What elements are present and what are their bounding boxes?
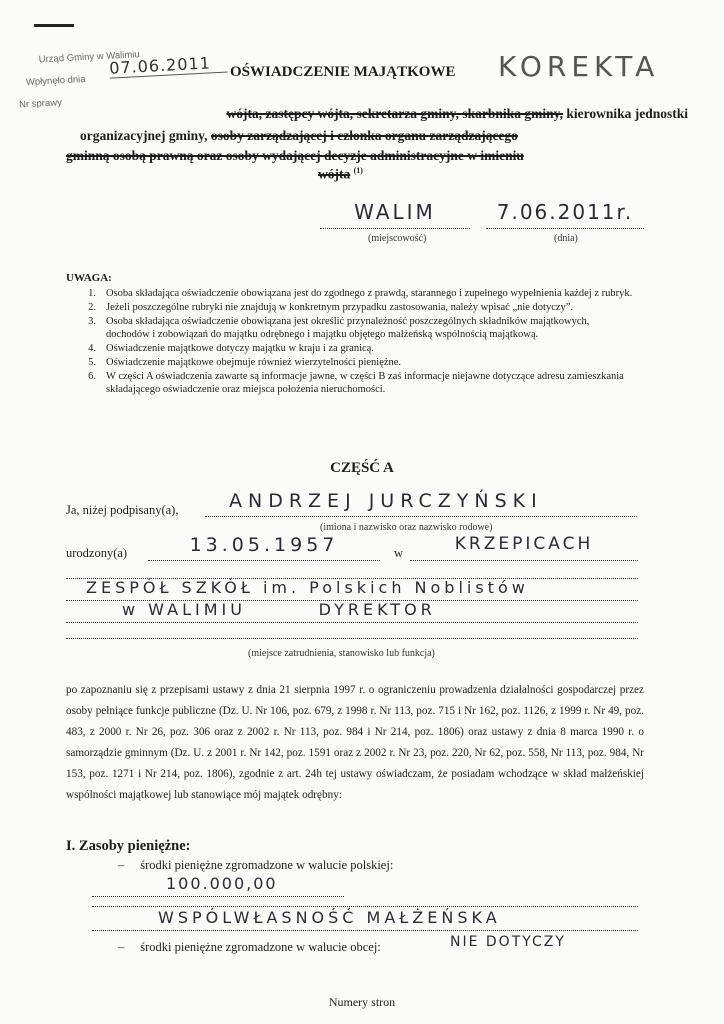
role-kept-2: organizacyjnej gminy, — [80, 128, 208, 143]
signed-label: Ja, niżej podpisany(a), — [66, 503, 179, 517]
page-numbers-label: Numery stron — [328, 995, 396, 1009]
note-item: 5. Oświadczenie majątkowe obejmuje również wierzytelności pieniężne. — [88, 357, 402, 368]
date-caption: (dnia) — [554, 233, 578, 244]
name-value: ANDRZEJ JURCZYŃSKI — [229, 490, 543, 512]
role-struck-3: gminną osobą prawną oraz osoby wydającej decyzje administracyjne w imieniu — [66, 148, 524, 163]
work-line-2-value: w WALIMIU DYREKTOR — [122, 600, 436, 619]
foreign-row — [118, 940, 381, 955]
role-line-3 — [66, 148, 524, 164]
corner-mark — [34, 24, 74, 27]
stamp-office: Urząd Gminy w Walimiu — [38, 49, 140, 66]
role-struck-1: wójta, zastępcy wójta, sekretarza gminy, skarbnika gminy, — [226, 106, 563, 121]
document-title: OŚWIADCZENIE MAJĄTKOWE — [230, 64, 456, 80]
bullet-dash: – — [118, 858, 125, 872]
stamp-case-label: Nr sprawy — [18, 97, 63, 111]
pln-row — [118, 858, 393, 873]
pln-note-field — [92, 908, 638, 931]
note-item: 3. Osoba składająca oświadczenie obowiązana jest określić przynależność poszczególnych składników majątkowych, dochodów i zobowiązań do majątku odrębnego i majątku objętego małżeńską wspólnością majątkową. — [88, 316, 590, 340]
work-line-1-value: ZESPÓŁ SZKÓŁ im. Polskich Noblistów — [86, 578, 529, 597]
work-line-2 — [66, 600, 638, 623]
work-line-1 — [66, 578, 638, 601]
assets-title: I. Zasoby pieniężne: — [66, 838, 191, 854]
notes-list — [80, 287, 690, 396]
role-line-4 — [318, 166, 363, 183]
name-caption: (imiona i nazwisko oraz nazwisko rodowe) — [320, 522, 493, 533]
section-a-title: CZĘŚĆ A — [330, 460, 394, 476]
date-field — [486, 200, 644, 229]
pln-note-value: WSPÓLWŁASNOŚĆ MAŁŻEŃSKA — [158, 908, 501, 927]
notes-title: UWAGA: — [66, 272, 112, 284]
role-line-2 — [80, 128, 518, 144]
pln-label: środki pieniężne zgromadzone w walucie polskiej: — [140, 858, 394, 872]
law-paragraph: po zapoznaniu się z przepisami ustawy z dnia 21 sierpnia 1997 r. o ograniczeniu prowadzenia działalności gospodarczej przez osoby pełniące funkcje publiczne (Dz. U. Nr 106, poz. 679, z 1998 r. Nr 113, poz. 715 i Nr 162, poz. 1126, z 1999 r. Nr 49, poz. 483, z 2000 r. Nr 26, poz. 306 oraz z 2002 r. Nr 113, poz. 984 i Nr 214, poz. 1806) oraz ustawy z dnia 8 marca 1990 r. o samorządzie gminnym (Dz. U. z 2001 r. Nr 142, poz. 1591 oraz z 2002 r. Nr 23, poz. 220, Nr 62, poz. 558, Nr 113, poz. 984, Nr 153, poz. 1271 i Nr 214, poz. 1806), zgodnie z art. 24h tej ustawy oświadczam, że posiadam wchodzące w skład małżeńskiej wspólności majątkowej lub stanowiące mój majątek odrębny: — [66, 684, 644, 801]
place-caption: (miejscowość) — [368, 233, 427, 244]
role-struck-4: wójta — [318, 166, 351, 182]
correction-note: KOREKTA — [498, 50, 660, 83]
pln-value-field — [92, 874, 344, 897]
note-item: 1. Osoba składająca oświadczenie obowiązana jest do zgodnego z prawdą, starannego i zupełnego wypełnienia każdej z rubryk. — [88, 288, 633, 299]
birth-place-value: KRZEPICACH — [454, 534, 594, 554]
place-value: WALIM — [354, 200, 436, 224]
pln-extra-line — [92, 896, 638, 907]
foreign-label: środki pieniężne zgromadzone w walucie obcej: — [140, 940, 381, 954]
foreign-value: NIE DOTYCZY — [450, 934, 566, 950]
note-item: 2. Jeżeli poszczególne rubryki nie znajdują w konkretnym przypadku zastosowania, należy wpisać „nie dotyczy”. — [88, 302, 574, 313]
pln-value: 100.000,00 — [166, 874, 278, 893]
role-line-1 — [68, 106, 688, 122]
stamp-received-date: 07.06.2011 — [108, 53, 212, 78]
work-dotted-line — [66, 622, 638, 639]
born-label: urodzony(a) — [66, 546, 128, 560]
work-caption: (miejsce zatrudnienia, stanowisko lub funkcja) — [248, 648, 435, 659]
place-field — [320, 200, 470, 229]
footnote-mark: (1) — [353, 166, 363, 175]
note-item: 4. Oświadczenie majątkowe dotyczy majątku w kraju i za granicą. — [88, 343, 374, 354]
date-value: 7.06.2011r. — [496, 200, 634, 224]
bullet-dash: – — [118, 940, 125, 954]
birth-date-value: 13.05.1957 — [189, 534, 339, 556]
stamp-received-label: Wpłynęło dnia — [25, 73, 86, 89]
note-item: 6. W części A oświadczenia zawarte są informacje jawne, w części B zaś informacje niejawne dotyczące adresu zamieszkania składającego oświadczenie oraz miejsca położenia nieruchomości. — [88, 371, 624, 395]
role-struck-2: osoby zarządzającej i członka organu zarządzającego — [210, 128, 518, 143]
name-field — [205, 488, 637, 517]
birth-in-label: w — [394, 546, 404, 560]
role-kept-1: kierownika jednostki — [566, 106, 688, 121]
work-dotted-line — [66, 556, 638, 579]
